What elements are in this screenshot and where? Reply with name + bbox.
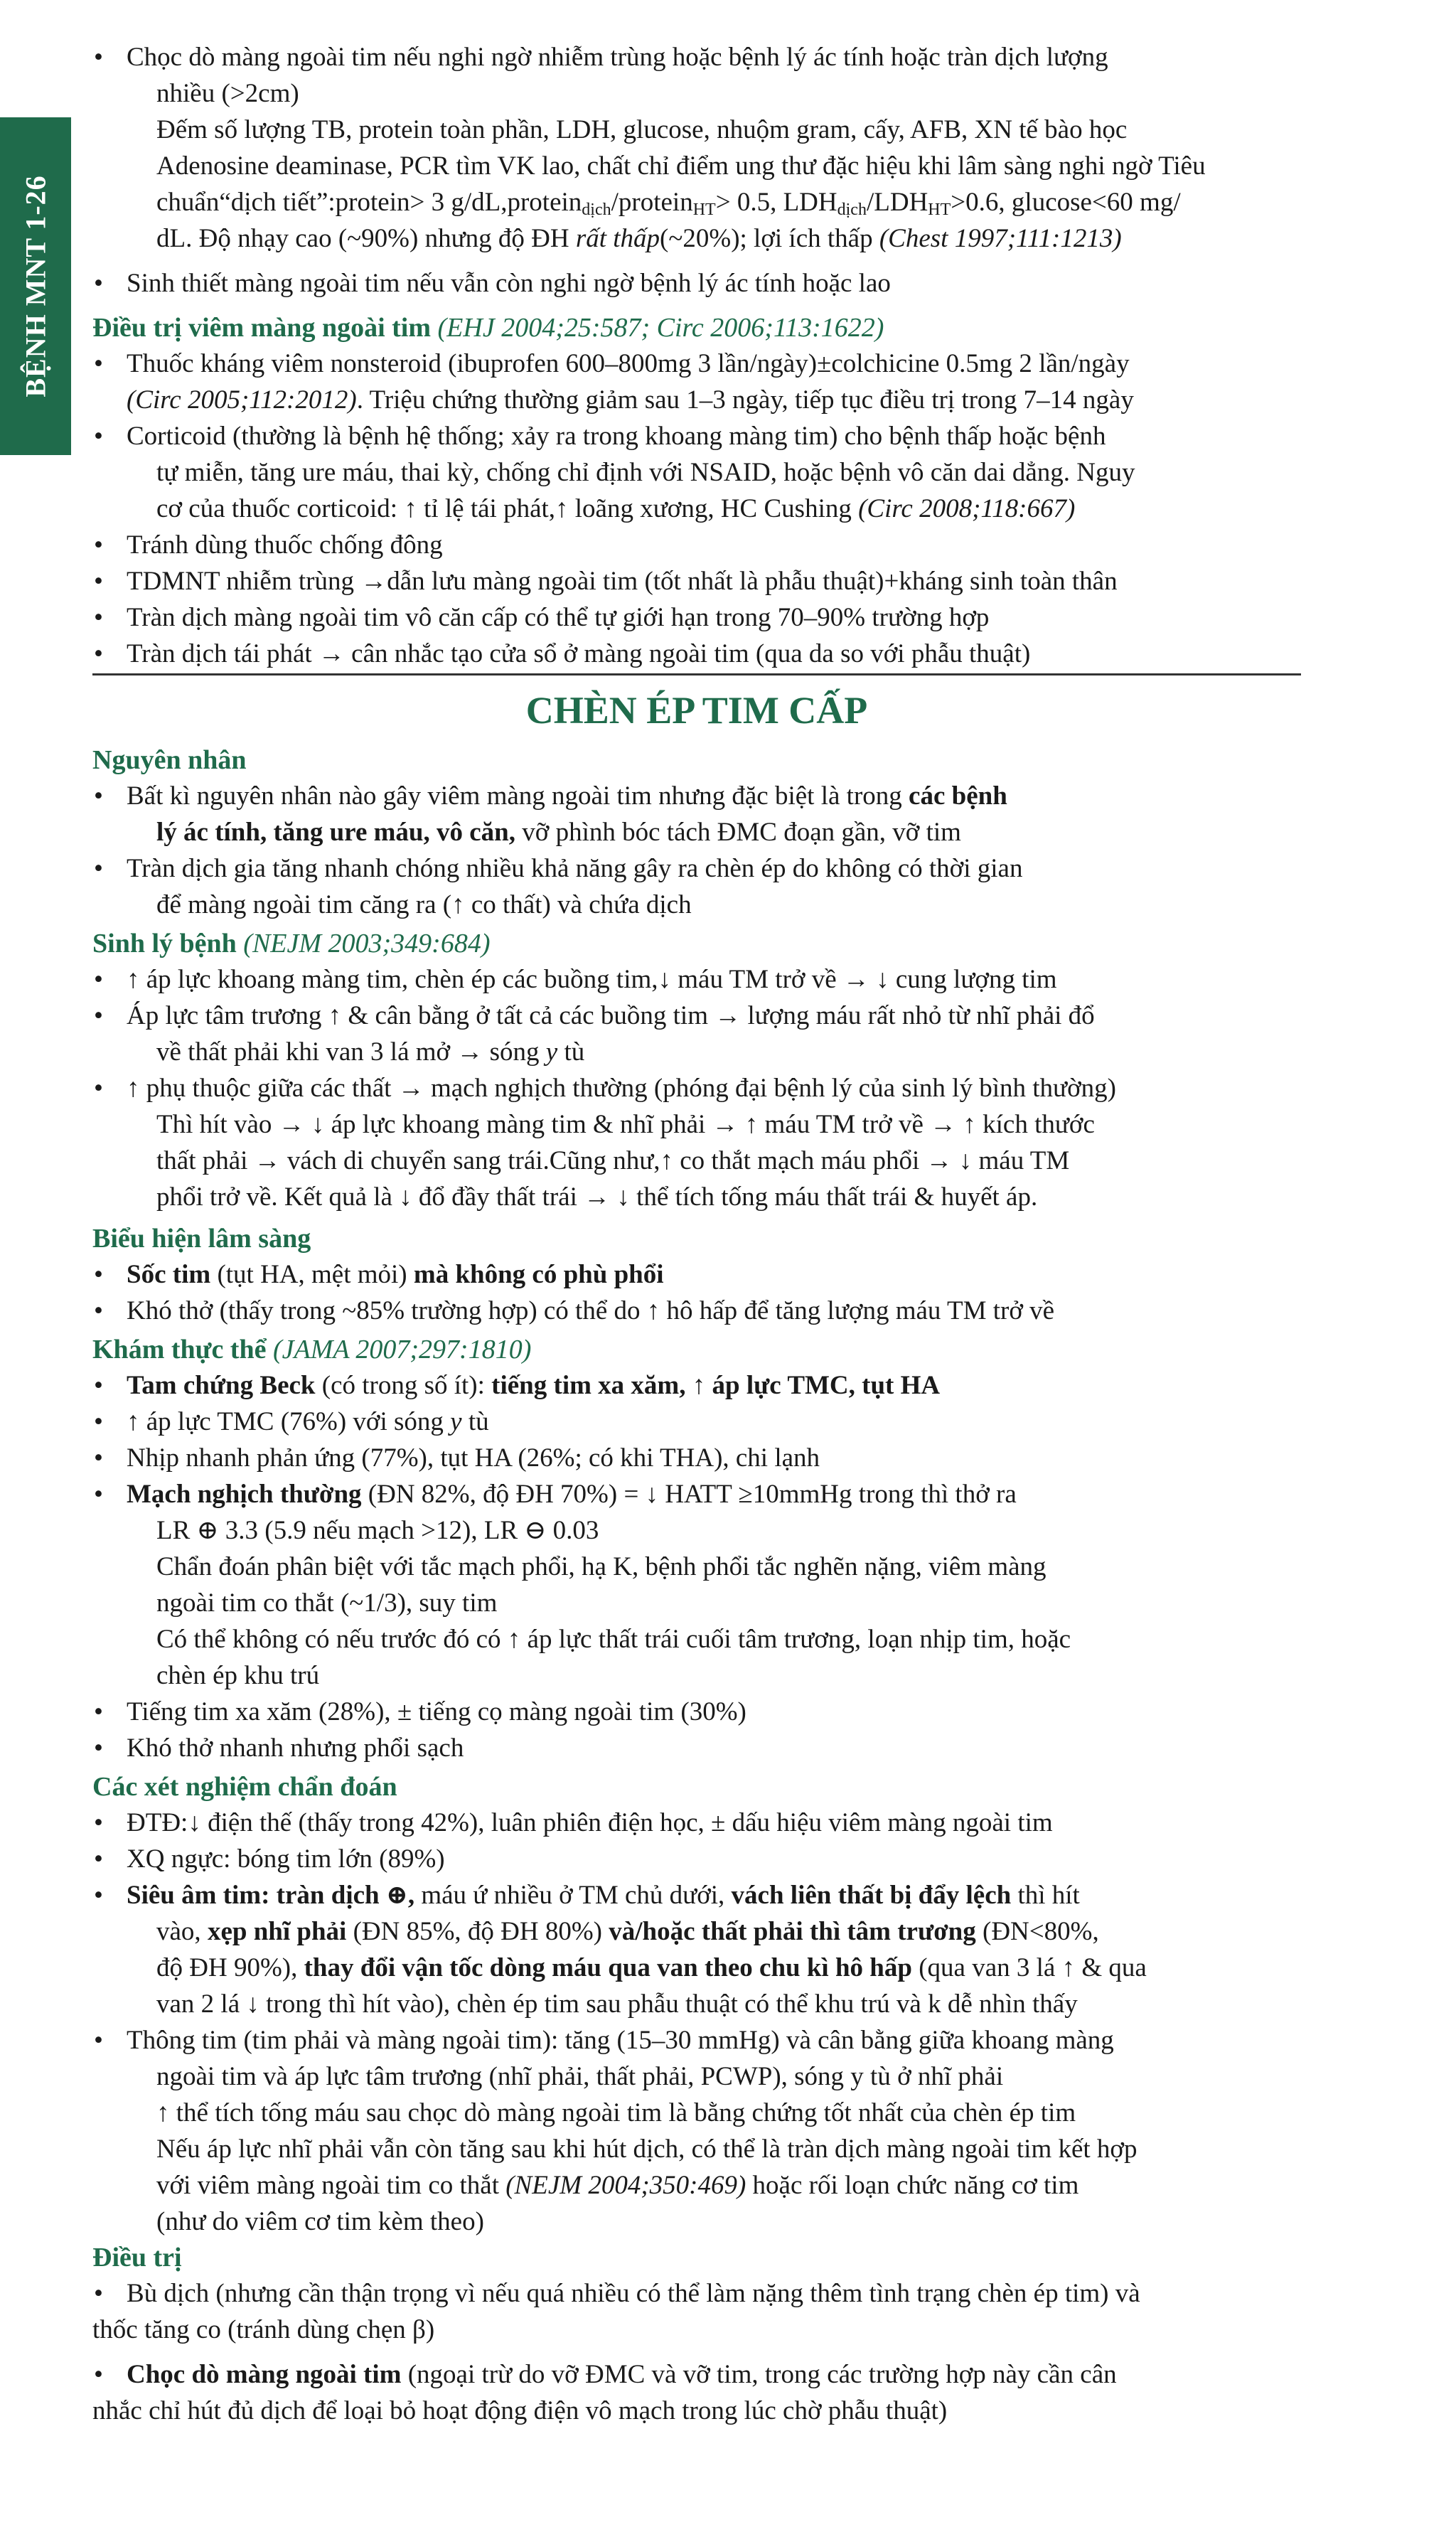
text: . Triệu chứng thường giảm sau 1–3 ngày, tiếp tục điều trị trong 7–14 ngày (356, 385, 1134, 415)
text-bold: và/hoặc thất phải thì tâm trương (609, 1917, 976, 1946)
list-item (92, 636, 1301, 672)
citation: (EHJ 2004;25:587; Circ 2006;113:1622) (437, 313, 884, 343)
text-bold: xẹp nhĩ phải (207, 1917, 347, 1946)
text: hoặc rối loạn chức năng cơ tim (746, 2171, 1079, 2200)
line (127, 1256, 1301, 1293)
citation: (Circ 2008;118:667) (858, 494, 1076, 523)
citation: (Circ 2005;112:2012) (127, 385, 357, 415)
line (127, 1404, 1301, 1440)
line: • Tràn dịch tái phát → cân nhắc tạo cửa sổ ở màng ngoài tim (qua da so với phẫu thuật) (127, 639, 1031, 668)
line: nhiều (>2cm) (156, 79, 299, 108)
text: (ĐN 85%, độ ĐH 80%) (346, 1917, 609, 1946)
list-item (92, 961, 1301, 998)
section-heading-exam (92, 1332, 1301, 1367)
list-item (92, 1476, 1301, 1694)
page-content (92, 39, 1301, 2429)
text-bold: thay đổi vận tốc dòng máu qua van theo chu kì hô hấp (304, 1953, 912, 1982)
line (127, 491, 1301, 527)
line: Nếu áp lực nhĩ phải vẫn còn tăng sau khi hút dịch, có thể là tràn dịch màng ngoài tim kết hợp (156, 2135, 1138, 2164)
text: cơ của thuốc corticoid: ↑ tỉ lệ tái phát,↑ loãng xương, HC Cushing (156, 494, 859, 523)
line: • Tránh dùng thuốc chống đông (127, 530, 443, 560)
section-divider (92, 673, 1301, 675)
line: • TDMNT nhiễm trùng →dẫn lưu màng ngoài tim (tốt nhất là phẫu thuật)+kháng sinh toàn thân (127, 567, 1118, 596)
list-item (92, 778, 1301, 850)
section-heading-causes: Nguyên nhân (92, 745, 247, 775)
line (127, 1913, 1301, 1950)
list-item (92, 1404, 1301, 1440)
line (127, 1950, 1301, 1986)
line: • Khó thở nhanh nhưng phổi sạch (127, 1734, 464, 1763)
line: phổi trở về. Kết quả là ↓ đổ đầy thất trái → ↓ thể tích tống máu thất trái & huyết áp. (156, 1182, 1038, 1212)
section-heading-tests: Các xét nghiệm chẩn đoán (92, 1772, 397, 1802)
text: tù (557, 1037, 585, 1067)
citation: (NEJM 2004;350:469) (505, 2171, 746, 2200)
list-item (92, 599, 1301, 636)
line (127, 382, 1301, 418)
text: (~20%); lợi ích thấp (660, 224, 879, 253)
citation: (Chest 1997;111:1213) (879, 224, 1122, 253)
line: • Bù dịch (nhưng cần thận trọng vì nếu quá nhiều có thể làm nặng thêm tình trạng chèn ép tim) và (127, 2279, 1140, 2308)
text: chuẩn“dịch tiết”:protein> 3 g/dL,protein (156, 188, 582, 217)
line: thốc tăng co (tránh dùng chẹn β) (92, 2315, 435, 2344)
line: nhắc chỉ hút đủ dịch để loại bỏ hoạt động điện vô mạch trong lúc chờ phẫu thuật) (92, 2396, 948, 2425)
list-item (92, 1877, 1301, 2022)
line: van 2 lá ↓ trong thì hít vào), chèn ép tim sau phẫu thuật có thể khu trú và k dễ nhìn thấy (156, 1989, 1078, 2019)
subscript: dịch (837, 201, 867, 219)
line: LR ⊕ 3.3 (5.9 nếu mạch >12), LR ⊖ 0.03 (156, 1516, 599, 1545)
line: • Nhịp nhanh phản ứng (77%), tụt HA (26%; có khi THA), chi lạnh (127, 1443, 820, 1473)
list-item (92, 2022, 1301, 2240)
text-bold: vách liên thất bị đẩy lệch (731, 1881, 1012, 1910)
list-item (92, 1256, 1301, 1293)
list-item (92, 1367, 1301, 1404)
line (127, 1877, 1301, 1913)
text: dL. Độ nhạy cao (~90%) nhưng độ ĐH (156, 224, 576, 253)
chapter-title: CHÈN ÉP TIM CẤP (525, 689, 868, 732)
line: chèn ép khu trú (156, 1661, 320, 1690)
line (127, 814, 1301, 850)
line: • Thông tim (tim phải và màng ngoài tim): tăng (15–30 mmHg) và cân bằng giữa khoang màng (127, 2026, 1114, 2055)
line (127, 220, 1301, 257)
line: • Corticoid (thường là bệnh hệ thống; xảy ra trong khoang màng tim) cho bệnh thấp hoặc bệnh (127, 422, 1106, 451)
line: • Tràn dịch màng ngoài tim vô căn cấp có thể tự giới hạn trong 70–90% trường hợp (127, 603, 990, 632)
text-italic: y (545, 1037, 558, 1067)
section-heading-clinical: Biểu hiện lâm sàng (92, 1224, 311, 1254)
citation: (JAMA 2007;297:1810) (272, 1335, 532, 1364)
line: Thì hít vào → ↓ áp lực khoang màng tim & nhĩ phải → ↑ máu TM trở về → ↑ kích thước (156, 1110, 1095, 1139)
text: (tụt HA, mệt mỏi) (210, 1260, 414, 1289)
subscript: HT (692, 201, 716, 219)
line: • XQ ngực: bóng tim lớn (89%) (127, 1844, 445, 1874)
text-bold: Tam chứng Beck (127, 1371, 316, 1400)
text: vỡ phình bóc tách ĐMC đoạn gần, vỡ tim (515, 818, 961, 847)
text-italic: y (450, 1407, 462, 1436)
line: • Tràn dịch gia tăng nhanh chóng nhiều khả năng gây ra chèn ép do không có thời gian (127, 854, 1023, 883)
list-item (92, 1293, 1301, 1329)
text: (có trong số ít): (315, 1371, 492, 1400)
text-bold: các bệnh (909, 781, 1007, 811)
text-bold: tiếng tim xa xăm, ↑ áp lực TMC, tụt HA (491, 1371, 941, 1400)
list-item (92, 527, 1301, 563)
line: • ↑ phụ thuộc giữa các thất → mạch nghịch thường (phóng đại bệnh lý của sinh lý bình thường) (127, 1074, 1116, 1103)
line: ngoài tim co thắt (~1/3), suy tim (156, 1588, 498, 1618)
text-bold: Mạch nghịch thường (127, 1480, 362, 1509)
text: (ĐN<80%, (975, 1917, 1099, 1946)
line: thất phải → vách di chuyển sang trái.Cũng như,↑ co thắt mạch máu phổi → ↓ máu TM (156, 1146, 1070, 1175)
list-item (92, 1805, 1301, 1841)
text-bold: Siêu âm tim: tràn dịch ⊕, (127, 1881, 415, 1910)
list-item (92, 1440, 1301, 1476)
text-bold: Chọc dò màng ngoài tim (127, 2360, 402, 2389)
section-heading-treatment (92, 310, 1301, 346)
section-heading-pathophysiology (92, 926, 1301, 961)
text: vào, (156, 1917, 208, 1946)
line (127, 1034, 1301, 1070)
line: tự miễn, tăng ure máu, thai kỳ, chống chỉ định với NSAID, hoặc bệnh vô căn dai dẳng. Nguy (156, 458, 1135, 487)
line: • Khó thở (thấy trong ~85% trường hợp) có thể do ↑ hô hấp để tăng lượng máu TM trở về (127, 1296, 1055, 1325)
line (127, 2356, 1301, 2393)
chapter-side-tab-label: BỆNH MNT 1-26 (19, 175, 52, 397)
line: ngoài tim và áp lực tâm trương (nhĩ phải, thất phải, PCWP), sóng y tù ở nhĩ phải (156, 2062, 1004, 2091)
line: • Chọc dò màng ngoài tim nếu nghi ngờ nhiễm trùng hoặc bệnh lý ác tính hoặc tràn dịch lượng (127, 43, 1108, 72)
line: • Tiếng tim xa xăm (28%), ± tiếng cọ màng ngoài tim (30%) (127, 1697, 746, 1726)
bullet-biopsy (92, 265, 1301, 301)
text: (ĐN 82%, độ ĐH 70%) = ↓ HATT ≥10mmHg trong thì thở ra (361, 1480, 1017, 1509)
list-item (92, 1694, 1301, 1730)
subscript: dịch (582, 201, 611, 219)
line (127, 1476, 1301, 1512)
list-item (92, 998, 1301, 1070)
line: • ĐTĐ:↓ điện thế (thấy trong 42%), luân phiên điện học, ± dấu hiệu viêm màng ngoài tim (127, 1808, 1053, 1837)
line: ↑ thể tích tống máu sau chọc dò màng ngoài tim là bằng chứng tốt nhất của chèn ép tim (156, 2098, 1076, 2127)
text-bold: mà không có phù phổi (413, 1260, 664, 1289)
text: ↑ áp lực TMC (76%) với sóng (127, 1407, 451, 1436)
heading-text: Điều trị viêm màng ngoài tim (92, 313, 432, 343)
text-bold: lý ác tính, tăng ure máu, vô căn, (156, 818, 516, 847)
text: độ ĐH 90%), (156, 1953, 304, 1982)
text: thì hít (1011, 1881, 1080, 1910)
line: Có thể không có nếu trước đó có ↑ áp lực thất trái cuối tâm trương, loạn nhịp tim, hoặc (156, 1625, 1071, 1654)
text: máu ứ nhiều ở TM chủ dưới, (414, 1881, 732, 1910)
text: >0.6, glucose<60 mg/ (951, 188, 1181, 217)
line: (như do viêm cơ tim kèm theo) (156, 2207, 484, 2236)
line (127, 2167, 1301, 2204)
line: • Áp lực tâm trương ↑ & cân bằng ở tất cả các buồng tim → lượng máu rất nhỏ từ nhĩ phải đổ (127, 1001, 1095, 1030)
line: • Thuốc kháng viêm nonsteroid (ibuprofen 600–800mg 3 lần/ngày)±colchicine 0.5mg 2 lần/ngày (127, 349, 1130, 378)
line: • ↑ áp lực khoang màng tim, chèn ép các buồng tim,↓ máu TM trở về → ↓ cung lượng tim (127, 965, 1057, 994)
line (127, 1367, 1301, 1404)
line: Đếm số lượng TB, protein toàn phần, LDH, glucose, nhuộm gram, cấy, AFB, XN tế bào học (156, 115, 1128, 144)
text: /LDH (866, 188, 928, 217)
bullet-pericardiocentesis (92, 39, 1301, 257)
list-item (92, 2275, 1301, 2348)
subscript: HT (928, 201, 951, 219)
line: để màng ngoài tim căng ra (↑ co thất) và chứa dịch (156, 890, 692, 919)
text: > 0.5, LDH (715, 188, 837, 217)
list-item (92, 2356, 1301, 2429)
text: với viêm màng ngoài tim co thắt (156, 2171, 506, 2200)
list-item (92, 1070, 1301, 1215)
line: • Sinh thiết màng ngoài tim nếu vẫn còn nghi ngờ bệnh lý ác tính hoặc lao (127, 269, 891, 298)
list-item (92, 1730, 1301, 1766)
list-item (92, 1841, 1301, 1877)
list-item (92, 418, 1301, 527)
chapter-side-tab (0, 117, 71, 455)
text-italic: rất thấp (575, 224, 660, 253)
text-bold: Sốc tim (127, 1260, 211, 1289)
text: /protein (611, 188, 693, 217)
list-item (92, 346, 1301, 418)
text: tù (461, 1407, 489, 1436)
list-item (92, 850, 1301, 923)
list-item (92, 563, 1301, 599)
heading-text: Sinh lý bệnh (92, 929, 237, 958)
line (127, 778, 1301, 814)
heading-text: Khám thực thể (92, 1335, 267, 1364)
line (127, 184, 1301, 220)
line: Chẩn đoán phân biệt với tắc mạch phổi, hạ K, bệnh phổi tắc nghẽn nặng, viêm màng (156, 1552, 1046, 1581)
text: (ngoại trừ do vỡ ĐMC và vỡ tim, trong các trường hợp này cần cân (401, 2360, 1117, 2389)
text: về thất phải khi van 3 lá mở → sóng (156, 1037, 546, 1067)
citation: (NEJM 2003;349:684) (243, 929, 491, 958)
text: (qua van 3 lá ↑ & qua (911, 1953, 1147, 1982)
section-heading-therapy: Điều trị (92, 2243, 182, 2272)
text: Bất kì nguyên nhân nào gây viêm màng ngoài tim nhưng đặc biệt là trong (127, 781, 909, 811)
line: Adenosine deaminase, PCR tìm VK lao, chất chỉ điểm ung thư đặc hiệu khi lâm sàng nghi ngờ Tiêu (156, 151, 1206, 181)
